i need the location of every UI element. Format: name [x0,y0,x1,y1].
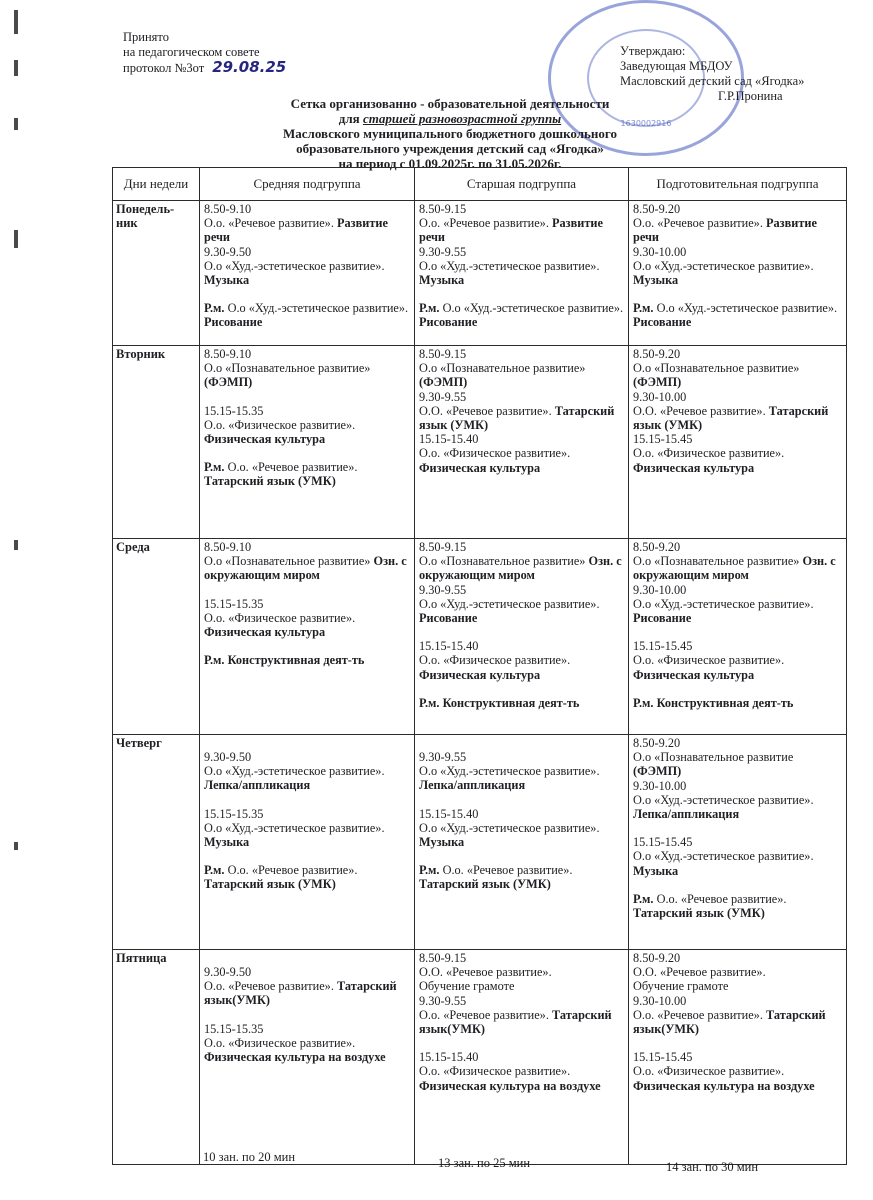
lesson-area: О.о «Худ.-эстетическое развитие». [442,301,624,316]
lesson-block [204,1022,410,1065]
approval-director [620,44,850,104]
schedule-cell [415,735,629,950]
lesson-block [633,540,842,583]
lesson-area: О.О. «Речевое развитие». [419,965,552,980]
lesson-area: О.о. «Физическое развитие». [204,610,356,625]
lesson-subject: Развитие речи [419,216,603,245]
lesson-subject: Развитие речи [633,216,817,245]
lesson-subject: Физическая культура на воздухе [419,1078,601,1093]
lesson-block [204,301,410,329]
lesson-block [204,202,410,245]
schedule-cell [200,735,415,950]
schedule-cell [200,346,415,539]
lesson-time: 15.15-15.40 [419,432,479,447]
lesson-area: О.о «Худ.-эстетическое развитие». [419,258,600,273]
lesson-subject: Рисование [633,315,692,330]
lesson-area: О.о «Познавательное развитие [633,750,794,765]
lesson-area: О.о. «Физическое развитие». [419,1064,571,1079]
lesson-time: 9.30-10.00 [633,582,687,597]
lesson-subject: Озн. с окружающим миром [633,554,836,583]
lesson-subject: Татарский язык(УМК) [419,1007,612,1037]
lesson-subject: Обучение грамоте [419,979,515,994]
title-line-5: на период с 01.09.2025г. по 31.05.2026г. [338,156,562,171]
lesson-area: О.о. «Речевое развитие». [633,216,763,231]
lesson-time: 15.15-15.35 [204,403,264,418]
approve-position: Заведующая МБДОУ [620,59,733,73]
lesson-subject: Татарский язык(УМК) [633,1007,826,1037]
lesson-block [204,653,410,667]
lesson-area: О.о «Худ.-эстетическое развитие». [419,764,600,779]
lesson-time: 8.50-9.15 [419,347,467,361]
lesson-subject: Лепка/аппликация [419,778,526,793]
approved-label: Принято [123,30,169,44]
lesson-subject: Озн. с окружающим миром [419,554,622,583]
lesson-time: 9.30-9.55 [419,244,467,259]
lesson-area: О.о. «Физическое развитие». [633,446,785,461]
lesson-area: О.о. «Речевое развитие». [227,460,358,475]
schedule-cell [415,201,629,346]
group-name: старшей разновозрастной группы [362,111,562,126]
lesson-block [633,301,842,329]
schedule-table [112,167,847,1165]
lesson-area: О.о «Худ.-эстетическое развитие». [227,301,409,316]
lesson-block [419,807,624,850]
lesson-time: 8.50-9.20 [633,347,681,361]
lesson-area: О.о. «Речевое развитие». [633,1007,763,1022]
lesson-time: 8.50-9.20 [633,202,681,216]
lesson-subject: Татарский язык(УМК) [204,979,397,1008]
lesson-block [633,892,842,920]
lesson-area: О.О. «Речевое развитие». [633,403,766,418]
schedule-cell [415,539,629,735]
lesson-subject: (ФЭМП) [633,764,682,779]
lesson-block [633,245,842,288]
lesson-block [204,965,410,1008]
lesson-time: 8.50-9.15 [419,540,467,554]
day-cell: Понедель-ник [113,201,200,346]
lesson-subject: Физическая культура [204,625,326,640]
schedule-cell [200,539,415,735]
lesson-subject: Физическая культура [419,667,541,682]
lesson-block [633,347,842,390]
document-title [180,96,720,171]
schedule-cell [415,346,629,539]
lesson-subject: (ФЭМП) [204,375,253,390]
lesson-block [204,807,410,850]
lesson-time: 9.30-9.50 [204,965,252,979]
header-prep-group: Подготовительная подгруппа [629,168,847,201]
lesson-area: О.о «Познавательное развитие» [204,361,371,376]
lesson-block [633,696,842,710]
lesson-subject: Р.м. Конструктивная деят-ть [419,695,580,710]
table-row [113,539,847,735]
lesson-subject: Физическая культура [204,432,326,447]
lesson-area: О.о. «Физическое развитие». [419,653,571,668]
lesson-block [633,1050,842,1093]
footer-middle-total: 10 зан. по 20 мин [203,1150,296,1164]
table-row [113,735,847,950]
lesson-prefix: Р.м. [204,460,225,475]
day-cell: Пятница [113,950,200,1165]
lesson-subject: Рисование [419,315,478,330]
lesson-subject: Музыка [419,835,465,850]
lesson-subject: Лепка/аппликация [633,807,740,822]
lesson-block [633,390,842,433]
lesson-subject: Татарский язык (УМК) [204,474,336,489]
lesson-subject: Физическая культура [419,460,541,475]
footer-senior-total: 13 зан. по 25 мин [438,1156,531,1170]
lesson-subject: Татарский язык (УМК) [633,906,765,921]
lesson-block [419,863,624,891]
approved-protocol: протокол №3от 29.08.25 [123,58,287,76]
lesson-area: О.о «Познавательное развитие» [633,361,800,376]
lesson-time: 15.15-15.45 [633,639,693,654]
title-line-3: Масловского муниципального бюджетного дошкольного [283,126,617,141]
lesson-subject: Музыка [204,273,250,288]
lesson-block [204,597,410,640]
lesson-area: О.о. «Речевое развитие». [227,863,358,878]
lesson-block [204,460,410,488]
lesson-block [204,245,410,288]
lesson-area: О.о. «Физическое развитие». [204,417,356,432]
lesson-time: 9.30-9.55 [419,993,467,1008]
lesson-block [419,245,624,288]
schedule-cell [629,950,847,1165]
day-cell: Четверг [113,735,200,950]
lesson-area: О.о. «Речевое развитие». [656,891,787,906]
lesson-subject: Развитие речи [204,216,388,245]
lesson-area: О.о «Худ.-эстетическое развитие». [419,820,600,835]
lesson-area: О.о «Худ.-эстетическое развитие». [633,849,814,864]
lesson-block [204,863,410,891]
lesson-subject: Татарский язык (УМК) [204,877,336,892]
lesson-block [419,994,624,1037]
approve-title: Утверждаю: [620,44,686,58]
approval-note [123,30,343,76]
lesson-area: О.о «Познавательное развитие» [204,554,371,569]
schedule-cell [200,950,415,1165]
lesson-time: 15.15-15.40 [419,1050,479,1065]
footer-prep-total: 14 зан. по 30 мин [666,1160,759,1174]
lesson-prefix: Р.м. [204,863,225,878]
lesson-area: О.о «Худ.-эстетическое развитие». [633,596,814,611]
lesson-block [419,347,624,390]
lesson-area: О.о. «Речевое развитие». [419,1007,549,1022]
lesson-prefix: Р.м. [204,301,225,316]
lesson-subject: Музыка [204,835,250,850]
lesson-time: 9.30-10.00 [633,778,687,793]
title-line-4: образовательного учреждения детский сад «Ягодка» [296,141,604,156]
lesson-area: О.о «Худ.-эстетическое развитие». [204,258,385,273]
lesson-block [419,951,624,994]
lesson-area: О.о. «Физическое развитие». [633,1064,785,1079]
approved-council: на педагогическом совете [123,45,260,59]
title-line-2: для старшей разновозрастной группы [338,111,562,126]
stamp-number: 1630002916 [620,119,672,128]
lesson-block [633,432,842,475]
lesson-block [419,390,624,433]
lesson-area: О.о. «Физическое развитие». [204,1035,356,1050]
lesson-time: 15.15-15.45 [633,1050,693,1065]
lesson-subject: Рисование [419,611,478,626]
lesson-time: 15.15-15.40 [419,806,479,821]
lesson-block [633,202,842,245]
lesson-area: О.о «Худ.-эстетическое развитие». [204,820,385,835]
table-row [113,950,847,1165]
schedule-cell [629,346,847,539]
lesson-subject: Обучение грамоте [633,979,729,994]
lesson-area: О.о «Познавательное развитие» [419,361,586,376]
lesson-area: О.о «Худ.-эстетическое развитие». [204,764,385,779]
lesson-subject: Татарский язык (УМК) [419,877,551,892]
lesson-block [419,583,624,626]
lesson-area: О.о «Худ.-эстетическое развитие». [633,792,814,807]
lesson-time: 8.50-9.20 [633,951,681,965]
lesson-subject: Физическая культура на воздухе [633,1078,815,1093]
lesson-block [419,301,624,329]
lesson-subject: Музыка [633,273,679,288]
lesson-subject: Музыка [419,273,465,288]
schedule-cell [200,201,415,346]
lesson-subject: Физическая культура [633,667,755,682]
schedule-body [113,201,847,1165]
lesson-area: О.О. «Речевое развитие». [419,403,552,418]
lesson-block [204,404,410,447]
lesson-area: О.о. «Речевое развитие». [442,863,573,878]
lesson-block [633,994,842,1037]
lesson-block [419,696,624,710]
day-cell: Среда [113,539,200,735]
lesson-area: О.о. «Физическое развитие». [633,653,785,668]
lesson-block [419,432,624,475]
table-header-row [113,168,847,201]
table-row [113,346,847,539]
lesson-time: 9.30-9.55 [419,389,467,404]
lesson-block [204,347,410,390]
lesson-time: 8.50-9.15 [419,951,467,965]
lesson-time: 15.15-15.35 [204,1021,264,1036]
lesson-block [633,835,842,878]
lesson-subject: Лепка/аппликация [204,778,311,793]
lesson-area: О.о «Познавательное развитие» [633,554,800,569]
lesson-time: 8.50-9.10 [204,347,252,361]
schedule-cell [629,735,847,950]
lesson-block [419,750,624,793]
lesson-subject: (ФЭМП) [633,375,682,390]
lesson-subject: Татарский язык (УМК) [419,403,615,433]
scan-edge-marks [14,0,22,1200]
lesson-time: 8.50-9.20 [633,540,681,554]
header-middle-group: Средняя подгруппа [200,168,415,201]
header-senior-group: Старшая подгруппа [415,168,629,201]
lesson-time: 8.50-9.10 [204,202,252,216]
lesson-block [204,540,410,583]
lesson-area: О.О. «Речевое развитие». [633,965,766,980]
lesson-time: 8.50-9.10 [204,540,252,554]
lesson-area: О.о. «Физическое развитие». [419,446,571,461]
lesson-prefix: Р.м. [633,301,654,316]
lesson-block [633,779,842,822]
table-row [113,201,847,346]
lesson-time: 8.50-9.20 [633,736,681,750]
lesson-area: О.о «Худ.-эстетическое развитие». [419,596,600,611]
lesson-time: 9.30-10.00 [633,993,687,1008]
lesson-time: 15.15-15.40 [419,639,479,654]
lesson-time: 9.30-10.00 [633,389,687,404]
lesson-time: 9.30-9.55 [419,750,467,764]
lesson-area: О.о «Худ.-эстетическое развитие». [633,258,814,273]
lesson-time: 15.15-15.35 [204,596,264,611]
lesson-time: 9.30-9.50 [204,750,252,764]
lesson-block [419,1050,624,1093]
lesson-subject: Озн. с окружающим миром [204,554,407,583]
header-days: Дни недели [113,168,200,201]
lesson-block [633,951,842,994]
lesson-area: О.о «Познавательное развитие» [419,554,586,569]
lesson-time: 15.15-15.45 [633,432,693,447]
lesson-subject: Музыка [633,863,679,878]
lesson-subject: Физическая культура на воздухе [204,1050,386,1065]
lesson-block [204,750,410,793]
lesson-time: 9.30-9.55 [419,582,467,597]
lesson-area: О.о «Худ.-эстетическое развитие». [656,301,838,316]
lesson-block [633,639,842,682]
director-name: Г.Р.Пронина [718,89,783,103]
lesson-area: О.о. «Речевое развитие». [204,979,334,994]
lesson-time: 9.30-9.50 [204,244,252,259]
lesson-prefix: Р.м. [419,301,440,316]
lesson-time: 15.15-15.35 [204,806,264,821]
lesson-subject: Р.м. Конструктивная деят-ть [633,695,794,710]
lesson-subject: Физическая культура [633,460,755,475]
lesson-block [419,639,624,682]
lesson-area: О.о. «Речевое развитие». [419,216,549,231]
lesson-block [419,540,624,583]
lesson-time: 15.15-15.45 [633,835,693,850]
schedule-cell [629,201,847,346]
lesson-block [419,202,624,245]
lesson-subject: Рисование [204,315,263,330]
lesson-subject: Татарский язык (УМК) [633,403,829,433]
lesson-subject: Р.м. Конструктивная деят-ть [204,653,365,668]
lesson-area: О.о. «Речевое развитие». [204,216,334,231]
schedule-cell [629,539,847,735]
lesson-prefix: Р.м. [419,863,440,878]
lesson-block [633,583,842,626]
handwritten-date: 29.08.25 [212,58,287,76]
lesson-subject: (ФЭМП) [419,375,468,390]
day-cell: Вторник [113,346,200,539]
approve-org: Масловский детский сад «Ягодка» [620,74,805,88]
lesson-subject: Рисование [633,611,692,626]
title-line-1: Сетка организованно - образовательной деятельности [290,96,610,111]
lesson-time: 8.50-9.15 [419,202,467,216]
lesson-time: 9.30-10.00 [633,244,687,259]
schedule-cell [415,950,629,1165]
lesson-prefix: Р.м. [633,891,654,906]
lesson-block [633,736,842,779]
